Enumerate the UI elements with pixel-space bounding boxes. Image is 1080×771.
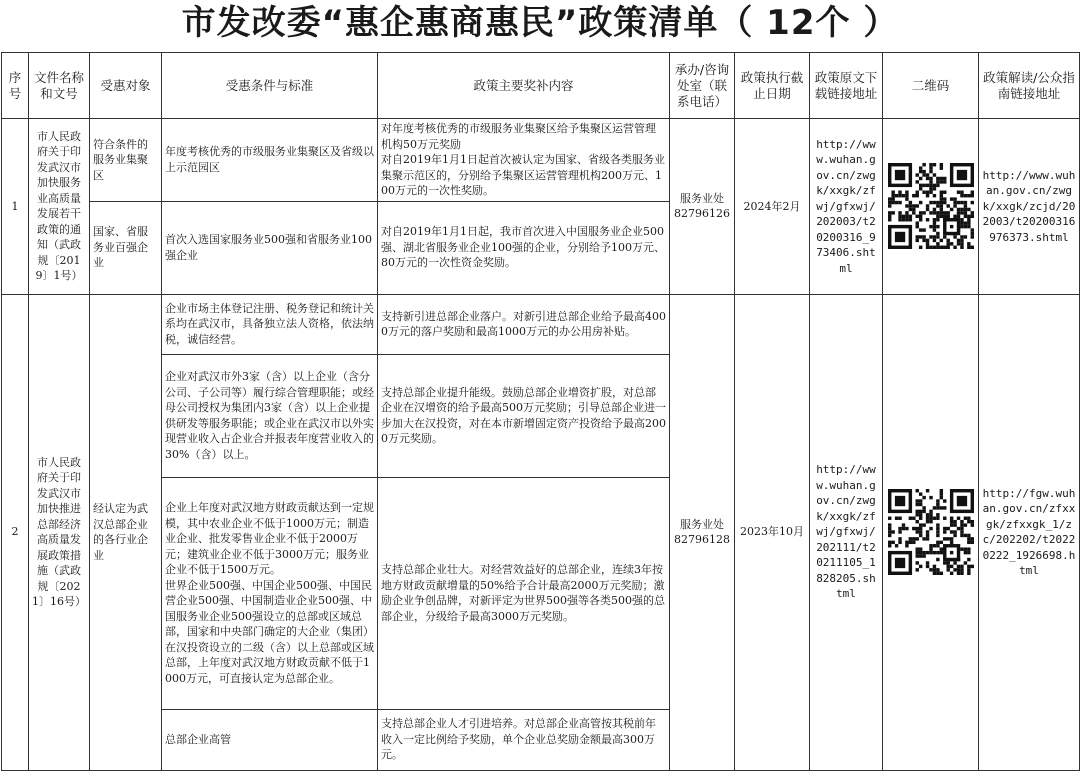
page-title: 市发改委“惠企惠商惠民”政策清单（ 12个 ） (181, 3, 899, 43)
policy-download-link[interactable]: http://www.wuhan.gov.cn/zwgk/xxgk/zfwj/gfxwj/202003/t20200316_973406.shtml (810, 119, 883, 295)
policy-content: 对自2019年1月1日起，我市首次进入中国服务业企业500强、湖北省服务业企业100强的企业，分别给予100万元、80万元的一次性资金奖励。 (378, 201, 670, 294)
table-header-row (2, 53, 1080, 119)
policy-qr-cell (883, 119, 979, 295)
policy-content: 支持总部企业提升能级。鼓励总部企业增资扩股，对总部企业在汉增资的给予最高500万元奖励；引导总部企业进一步加大在汉投资，对在本市新增固定资产投资给予最高2000万元奖励。 (378, 354, 670, 477)
header-guide: 政策解读/公众指南链接地址 (979, 53, 1080, 119)
policy-deadline: 2024年2月 (735, 119, 810, 295)
table-row (2, 119, 1080, 202)
policy-content: 对年度考核优秀的市级服务业集聚区给予集聚区运营管理机构50万元奖励 对自2019年1月1日起首次被认定为国家、省级各类服务业集聚示范区的，分别给予集聚区运营管理机构200万元、100万元的一次性奖励。 (378, 119, 670, 202)
policy-office: 服务业处 82796128 (670, 294, 735, 770)
header-seq: 序号 (2, 53, 29, 119)
policy-guide-link[interactable]: http://fgw.wuhan.gov.cn/zfxxgk/zfxxgk_1/zc/202202/t20220222_1926698.html (979, 294, 1080, 770)
policy-download-link[interactable]: http://www.wuhan.gov.cn/zwgk/xxgk/zfwj/gfxwj/202111/t20211105_1828205.shtml (810, 294, 883, 770)
policy-seq: 1 (2, 119, 29, 295)
header-deadline: 政策执行截止日期 (735, 53, 810, 119)
policy-content: 支持新引进总部企业落户。对新引进总部企业给予最高4000万元的落户奖励和最高1000万元的办公用房补贴。 (378, 294, 670, 354)
header-conditions: 受惠条件与标准 (162, 53, 378, 119)
policy-condition: 总部企业高管 (162, 709, 378, 770)
header-doc: 文件名称和文号 (29, 53, 90, 119)
policy-condition: 企业市场主体登记注册、税务登记和统计关系均在武汉市，具备独立法人资格，依法纳税，诚信经营。 (162, 294, 378, 354)
policy-target: 国家、省服务业百强企业 (90, 201, 162, 294)
table-row (2, 294, 1080, 354)
header-target: 受惠对象 (90, 53, 162, 119)
header-office: 承办/咨询处室（联系电话） (670, 53, 735, 119)
policy-qr-cell (883, 294, 979, 770)
qr-code-icon[interactable] (888, 489, 974, 575)
policy-condition: 企业对武汉市外3家（含）以上企业（含分公司、子公司等）履行综合管理职能；或经母公司授权为集团内3家（含）以上企业提供研发等服务职能；或企业在武汉市以外实现营业收入占企业合并报表年度营业收入的30%（含）以上。 (162, 354, 378, 477)
policy-condition: 首次入选国家服务业500强和省服务业100强企业 (162, 201, 378, 294)
policy-guide-link[interactable]: http://www.wuhan.gov.cn/zwgk/xxgk/zcjd/202003/t20200316976373.shtml (979, 119, 1080, 295)
policy-target: 经认定为武汉总部企业的各行业企业 (90, 294, 162, 770)
policy-condition: 企业上年度对武汉地方财政贡献达到一定规模，其中农业企业不低于1000万元；制造业企业、批发零售业企业不低于2000万元；建筑业企业不低于3000万元；服务业企业不低于1500万元。 世界企业500强、中国企业500强、中国民营企业500强、中国制造业企业500强、中国服务业企业500强设立的总部或区域总部，国家和中央部门确定的大企业（集团）在汉投资设立的二级（含）以上总部或区域总部，上年度对武汉地方财政贡献不低于1000万元，可直接认定为总部企业。 (162, 477, 378, 709)
qr-code-icon[interactable] (888, 163, 974, 249)
policy-doc-name: 市人民政府关于印发武汉市加快推进总部经济高质量发展政策措施（武政规〔2021〕16号） (29, 294, 90, 770)
policy-condition: 年度考核优秀的市级服务业集聚区及省级以上示范园区 (162, 119, 378, 202)
policy-office: 服务业处 82796126 (670, 119, 735, 295)
header-content: 政策主要奖补内容 (378, 53, 670, 119)
policy-table (1, 52, 1080, 771)
policy-content: 支持总部企业壮大。对经营效益好的总部企业，连续3年按地方财政贡献增量的50%给予合计最高2000万元奖励；激励企业争创品牌，对新评定为世界500强等各类500强的总部企业，分级给予最高3000万元奖励。 (378, 477, 670, 709)
policy-target: 符合条件的服务业集聚区 (90, 119, 162, 202)
policy-doc-name: 市人民政府关于印发武汉市加快服务业高质量发展若干政策的通知（武政规〔2019〕1号） (29, 119, 90, 295)
header-link: 政策原文下载链接地址 (810, 53, 883, 119)
policy-deadline: 2023年10月 (735, 294, 810, 770)
header-qr: 二维码 (883, 53, 979, 119)
policy-content: 支持总部企业人才引进培养。对总部企业高管按其税前年收入一定比例给予奖励，单个企业总奖励金额最高300万元。 (378, 709, 670, 770)
policy-seq: 2 (2, 294, 29, 770)
